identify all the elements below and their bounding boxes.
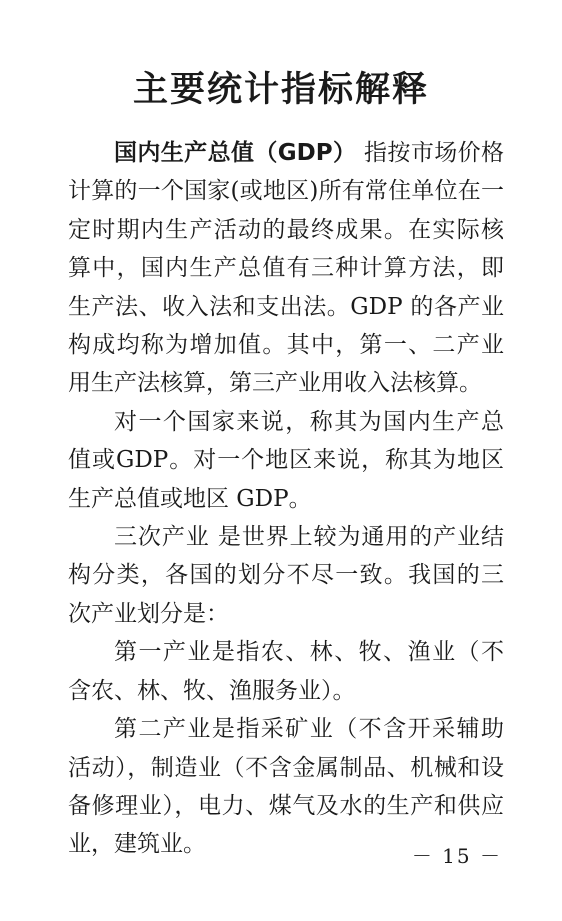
paragraph-gdp-naming: 对一个国家来说，称其为国内生产总值或GDP。对一个地区来说，称其为地区生产总值或地区 GDP。 <box>68 408 504 512</box>
page-title: 主要统计指标解释 <box>132 69 429 110</box>
article-body <box>68 134 504 864</box>
term-three-industries: 三次产业 <box>114 524 210 551</box>
term-gdp: 国内生产总值（GDP） <box>114 140 357 166</box>
three-industries-text: 是世界上较为通用的产业结构分类，各国的划分不尽一致。我国的三次产业划分是： <box>68 524 504 627</box>
page-number: － 15 － <box>411 844 502 868</box>
paragraph-secondary-industry: 第二产业是指采矿业（不含开采辅助活动），制造业（不含金属制品、机械和设备修理业），电力、煤气及水的生产和供应业，建筑业。 <box>68 716 504 858</box>
paragraph-primary-industry: 第一产业是指农、林、牧、渔业（不含农、林、牧、渔服务业）。 <box>68 639 504 704</box>
paragraph-gdp-definition <box>68 134 504 403</box>
gdp-definition-text: 指按市场价格计算的一个国家(或地区)所有常住单位在一定时期内生产活动的最终成果。在实际核算中，国内生产总值有三种计算方法，即生产法、收入法和支出法。GDP 的各产业构成均称为增加值。其中，第一、二产业用生产法核算，第三产业用收入法核算。 <box>68 140 504 397</box>
paragraph-three-industries <box>68 518 504 633</box>
